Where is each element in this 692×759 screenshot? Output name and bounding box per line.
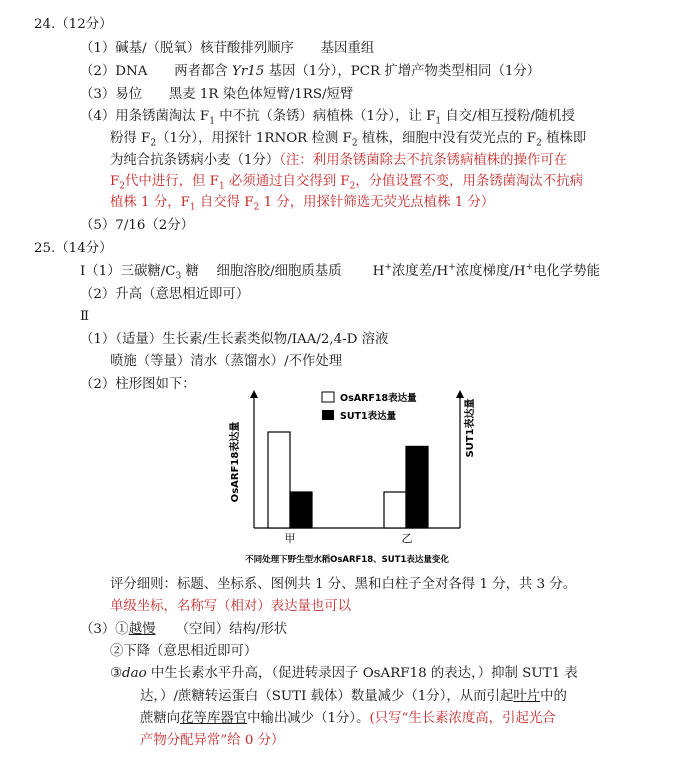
q25-i-answer-1: Ⅰ（1）三碳糖$/C_3$ 糖 细胞溶胶/细胞质基质 H+浓度差/H+浓度梯度/H+电化学势能 [80, 262, 601, 282]
q25-ii-answer-3-part1: （3）①越慢 （空间）结构/形状 [80, 622, 288, 637]
right-y-axis-arrow [456, 390, 464, 398]
q24-answer-4-note-line2: 植株 1 分，$F_1$ 自交得 $F_2$ 1 分，用探针筛选无荧光点植株 1 分） [110, 195, 495, 213]
legend-label-sut1: SUT1表达量 [340, 411, 397, 422]
q24-header: 24.（12分） [34, 17, 113, 32]
q25-ii-answer-2: （2）柱形图如下： [80, 377, 196, 392]
q25-ii-answer-3-part3-line2: 达，）/蔗糖转运蛋白（SUTI 载体）数量减少（1分），从而引起叶片中的 [140, 689, 567, 704]
q24-answer-2: （2）DNA 两者都含 Yr15 基因（1分），PCR 扩增产物类型相同（1分） [80, 64, 541, 79]
q25-ii-header: Ⅱ [80, 309, 90, 324]
q25-ii-answer-1-line1: （1）（适量）生长素/生长素类似物/IAA/2,4-D 溶液 [80, 332, 389, 347]
q25-grading-note: 单级坐标，名称写（相对）表达量也可以 [110, 599, 352, 614]
q24-answer-4-line2: 粉得 $F_2(1$分），用探针 1RNOR 检测 $F_2$ 植株，细胞中没有荧光点的 $F_2$ 植株即 [110, 131, 587, 149]
category-label-jia: 甲 [284, 532, 296, 545]
left-y-axis-label: OsARF18表达量 [230, 421, 241, 503]
q24-answer-5: （5）7/16（2分） [80, 218, 195, 233]
left-y-axis-arrow [250, 390, 258, 398]
chart-title: 不同处理下野生型水稻OsARF18、SUT1表达量变化 [245, 555, 449, 565]
q24-answer-4-line1: （4）用条锈菌淘汰 $F_1$ 中不抗（条锈）病植株（1分），让 $F_1$ 自交/相互授粉/随机授 [80, 109, 575, 127]
q25-i-answer-2: （2）升高（意思相近即可） [80, 287, 250, 302]
right-y-axis-label: SUT1表达量 [465, 398, 476, 458]
q24-answer-3: （3）易位 黑麦 1R 染色体短臂/1RS/短臂 [80, 87, 354, 102]
q25-grading-rule: 评分细则：标题、坐标系、图例共 1 分、黑和白柱子全对各得 1 分，共 3 分。 [110, 577, 577, 592]
expression-bar-chart [222, 378, 476, 570]
bar-osarf18-jia [268, 432, 290, 528]
q25-header: 25.（14分） [34, 241, 113, 256]
q25-ii-answer-3-part2: ②下降（意思相近即可） [110, 644, 258, 659]
legend-swatch-osarf18 [322, 392, 334, 402]
legend-label-osarf18: OsARF18表达量 [340, 393, 417, 404]
q24-answer-4-note-line1: $F_2$代中进行，但 $F_1$ 必须通过自交得到 $F_2$，分值设置不变，用条锈菌淘汰不抗病 [110, 174, 583, 192]
bar-sut1-jia [290, 492, 312, 528]
category-label-yi: 乙 [401, 532, 413, 545]
bar-sut1-yi [406, 446, 428, 528]
q25-ii-answer-1-line2: 喷施（等量）清水（蒸馏水）/不作处理 [110, 354, 343, 369]
bar-osarf18-yi [384, 492, 406, 528]
q25-ii-answer-3-part3-line3: 蔗糖向花等库器官中输出减少（1分）。(只写“生长素浓度高，引起光合 [140, 711, 556, 726]
q24-answer-1: （1）碱基/（脱氧）核苷酸排列顺序 基因重组 [80, 41, 375, 56]
legend-swatch-sut1 [322, 410, 334, 420]
q25-ii-answer-3-part3-line1: ③dao 中生长素水平升高，（促进转录因子 OsARF18 的表达，）抑制 SUT1 表 [110, 666, 578, 681]
q24-answer-4-line3: 为纯合抗条锈病小麦（1分）（注：利用条锈菌除去不抗条锈病植株的操作可在 [110, 153, 568, 168]
q25-ii-answer-3-part3-note: 产物分配异常”给 0 分） [140, 733, 285, 748]
